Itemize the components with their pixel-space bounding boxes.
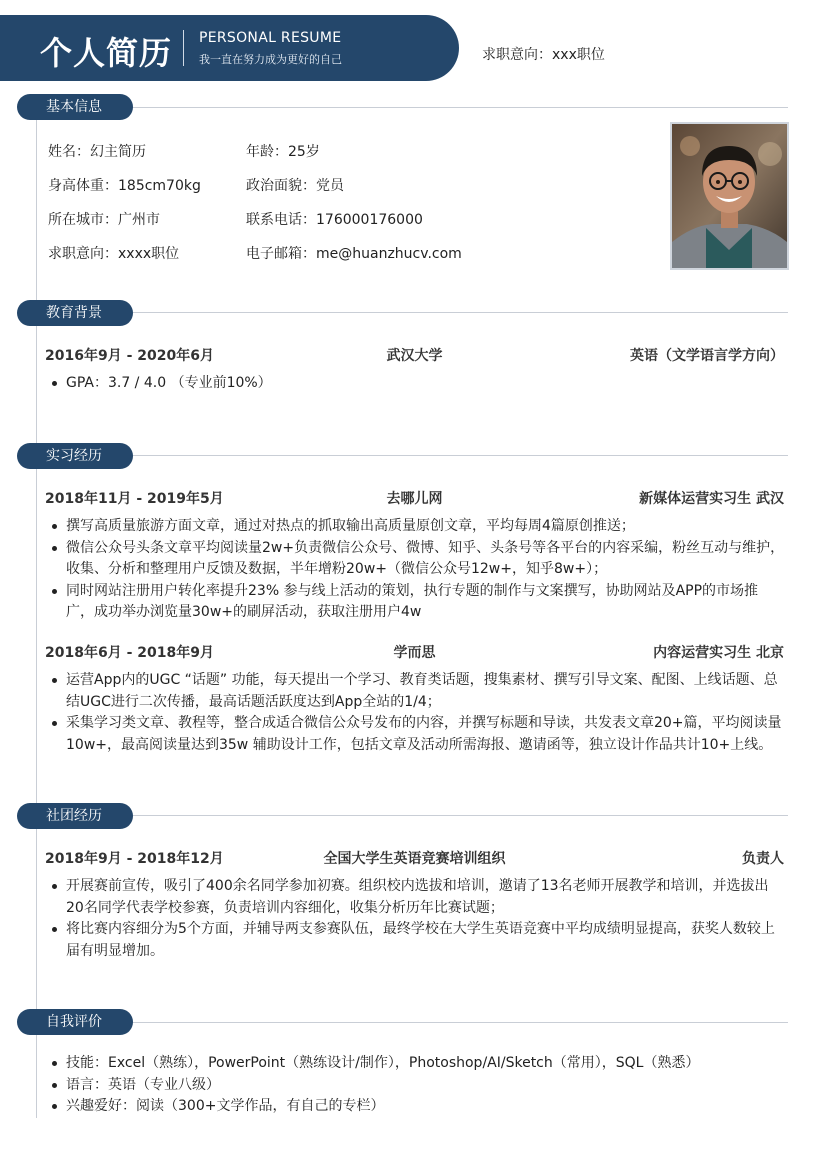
info-name: 姓名：幻主简历 xyxy=(48,144,146,160)
section-rule xyxy=(120,107,788,108)
section-title-basic: 基本信息 xyxy=(17,94,133,120)
list-item: 语言：英语（专业八级） xyxy=(45,1075,785,1097)
internship-role: 新媒体运营实习生 武汉 xyxy=(639,491,784,507)
list-item: 微信公众号头条文章平均阅读量2w+负责微信公众号、微博、知乎、头条号等各平台的内容采编，粉丝互动与维护，收集、分析和整理用户反馈及数据，半年增粉20w+（微信公众号12w+，知乎8w+）； xyxy=(45,538,785,581)
internship-date: 2018年11月 - 2019年5月 xyxy=(45,491,224,507)
section-rule xyxy=(120,815,788,816)
list-item: 将比赛内容细分为5个方面，并辅导两支参赛队伍，最终学校在大学生英语竞赛中平均成绩明显提高，获奖人数较上届有明显增加。 xyxy=(45,919,785,962)
info-intent: 求职意向：xxxx职位 xyxy=(48,246,180,262)
section-title-self: 自我评价 xyxy=(17,1009,133,1035)
internship-entry-header xyxy=(45,488,784,508)
club-entry-header xyxy=(45,848,784,868)
section-title-education: 教育背景 xyxy=(17,300,133,326)
internship-company: 去哪儿网 xyxy=(386,491,443,507)
internship-bullets xyxy=(45,670,785,756)
resume-title: 个人简历 xyxy=(40,34,173,72)
list-item: 撰写高质量旅游方面文章，通过对热点的抓取输出高质量原创文章，平均每周4篇原创推送； xyxy=(45,516,785,538)
club-org: 全国大学生英语竞赛培训组织 xyxy=(323,851,506,867)
section-title-club: 社团经历 xyxy=(17,803,133,829)
header-divider xyxy=(183,30,184,66)
education-major: 英语（文学语言学方向） xyxy=(630,348,784,364)
section-title-internship: 实习经历 xyxy=(17,443,133,469)
profile-photo xyxy=(670,122,789,270)
info-age: 年龄：25岁 xyxy=(246,144,320,160)
list-item: 兴趣爱好：阅读（300+文学作品，有自己的专栏） xyxy=(45,1096,785,1118)
internship-entry-header xyxy=(45,642,784,662)
education-date: 2016年9月 - 2020年6月 xyxy=(45,348,214,364)
internship-bullets xyxy=(45,516,785,624)
list-item: 采集学习类文章、教程等，整合成适合微信公众号发布的内容，并撰写标题和导读，共发表文章20+篇，平均阅读量10w+，最高阅读量达到35w 辅助设计工作，包括文章及活动所需海报、邀请函等，独立设计作品共计10+上线。 xyxy=(45,713,785,756)
internship-date: 2018年6月 - 2018年9月 xyxy=(45,645,214,661)
club-date: 2018年9月 - 2018年12月 xyxy=(45,851,224,867)
internship-company: 学而思 xyxy=(393,645,436,661)
info-political: 政治面貌：党员 xyxy=(246,178,344,194)
section-rule xyxy=(120,1022,788,1023)
info-height-weight: 身高体重：185cm70kg xyxy=(48,178,201,194)
list-item: 技能：Excel（熟练），PowerPoint（熟练设计/制作），Photoshop/AI/Sketch（常用），SQL（熟悉） xyxy=(45,1053,785,1075)
info-phone: 联系电话：176000176000 xyxy=(246,212,423,228)
section-rule xyxy=(120,455,788,456)
self-bullets xyxy=(45,1053,785,1118)
internship-role: 内容运营实习生 北京 xyxy=(653,645,784,661)
section-rule xyxy=(120,312,788,313)
info-city: 所在城市：广州市 xyxy=(48,212,160,228)
list-item: 开展赛前宣传，吸引了400余名同学参加初赛。组织校内选拔和培训，邀请了13名老师开展教学和培训，并选拔出20名同学代表学校参赛，负责培训内容细化，收集分析历年比赛试题； xyxy=(45,876,785,919)
club-role: 负责人 xyxy=(742,851,784,867)
timeline-line xyxy=(36,118,37,1118)
education-school: 武汉大学 xyxy=(386,348,443,364)
header-job-intent: 求职意向：xxx职位 xyxy=(482,47,605,63)
profile-photo-image xyxy=(672,124,787,268)
info-email: 电子邮箱：me@huanzhucv.com xyxy=(246,246,462,262)
club-bullets xyxy=(45,876,785,962)
list-item: GPA：3.7 / 4.0 （专业前10%） xyxy=(45,373,785,395)
education-bullets xyxy=(45,373,785,395)
resume-subtitle-en: PERSONAL RESUME xyxy=(199,30,342,46)
education-entry-header xyxy=(45,345,784,365)
list-item: 运营App内的UGC “话题” 功能，每天提出一个学习、教育类话题，搜集素材、撰写引导文案、配图、上线话题、总结UGC进行二次传播，最高话题活跃度达到App全站的1/4； xyxy=(45,670,785,713)
resume-motto: 我一直在努力成为更好的自己 xyxy=(199,53,342,66)
list-item: 同时网站注册用户转化率提升23% 参与线上活动的策划，执行专题的制作与文案撰写，协助网站及APP的市场推广，成功举办浏览量30w+的刷屏活动，获取注册用户4w xyxy=(45,581,785,624)
